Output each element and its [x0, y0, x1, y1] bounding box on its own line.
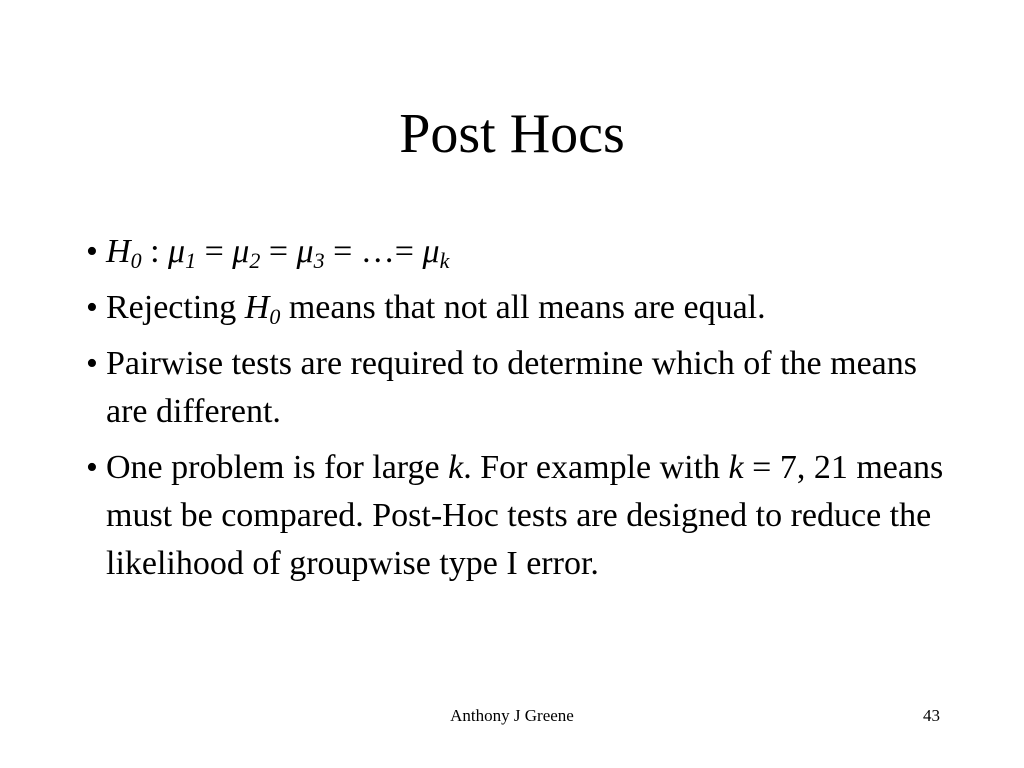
- equals: =: [260, 233, 297, 270]
- bullet-text: One problem is for large: [106, 449, 449, 486]
- bullet-large-k: [86, 444, 946, 588]
- bullet-marker: •: [86, 345, 98, 382]
- mu-symbol: μ: [232, 233, 250, 270]
- slide-title: Post Hocs: [399, 103, 625, 165]
- bullet-text: Pairwise tests are required to determine which of the means are different.: [106, 345, 918, 430]
- bullet-marker: •: [86, 289, 98, 326]
- mu-subscript: k: [439, 248, 450, 273]
- bullet-text: . For example with: [463, 449, 729, 486]
- mu-symbol: μ: [422, 233, 440, 270]
- bullet-text: = 7, 21 means must be compared. Post-Hoc tests are designed to reduce the likelihood of groupwise type I error.: [106, 449, 944, 582]
- bullet-list: [86, 228, 946, 596]
- equals: =: [196, 233, 233, 270]
- mu-subscript: 2: [249, 248, 261, 273]
- slide-number: 43: [923, 706, 940, 725]
- ellipsis-equals: = …=: [324, 233, 423, 270]
- bullet-rejecting: [86, 284, 946, 332]
- k-symbol: k: [728, 449, 744, 486]
- bullet-text: means that not all means are equal.: [280, 289, 766, 326]
- bullet-marker: •: [86, 449, 98, 486]
- bullet-null-hypothesis: [86, 228, 946, 276]
- bullet-text: Rejecting: [106, 289, 245, 326]
- k-symbol: k: [448, 449, 464, 486]
- h-subscript: 0: [269, 304, 281, 329]
- mu-subscript: 1: [185, 248, 197, 273]
- mu-symbol: μ: [168, 233, 186, 270]
- colon: :: [141, 233, 169, 270]
- bullet-pairwise: [86, 340, 946, 436]
- mu-subscript: 3: [313, 248, 325, 273]
- h-subscript: 0: [130, 248, 142, 273]
- footer-author: Anthony J Greene: [450, 706, 574, 725]
- mu-symbol: μ: [296, 233, 314, 270]
- h-symbol: H: [244, 289, 270, 326]
- bullet-marker: •: [86, 233, 98, 270]
- h-symbol: H: [106, 233, 131, 270]
